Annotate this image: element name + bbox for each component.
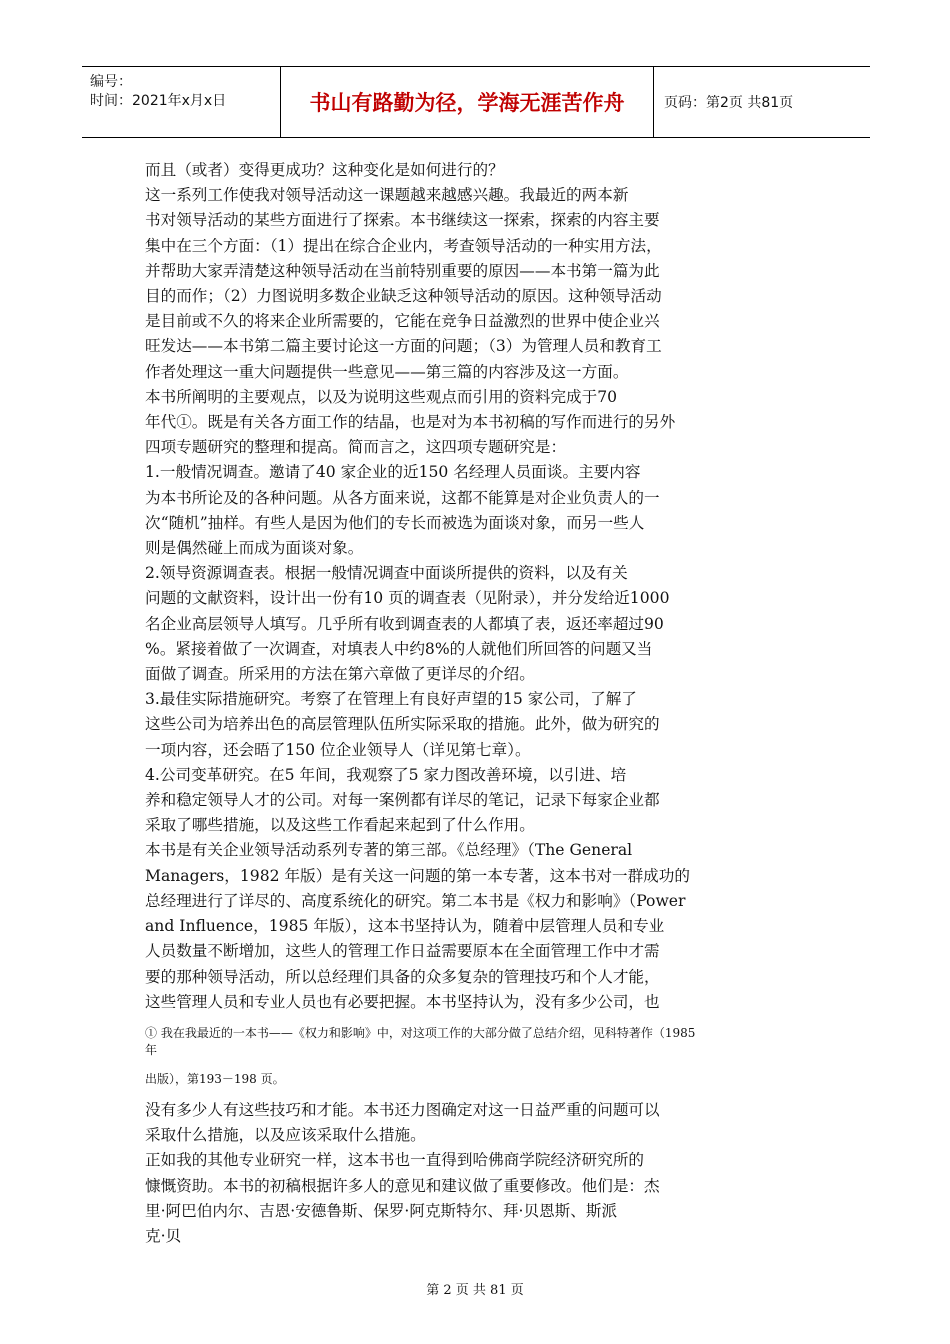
text-line: 正如我的其他专业研究一样，这本书也一直得到哈佛商学院经济研究所的 — [145, 1151, 645, 1170]
text-line: 则是偶然碰上而成为面谈对象。 — [145, 539, 364, 558]
text-line: 问题的文献资料，设计出一份有10 页的调查表（见附录），并分发给近1000 — [145, 589, 670, 608]
time-label: 时间：2021年x月x日 — [90, 93, 227, 109]
text-line: 克·贝 — [145, 1226, 182, 1245]
text-line: 2.领导资源调查表。根据一般情况调查中面谈所提供的资料，以及有关 — [145, 564, 628, 583]
header-page-info: 页码：第2页 共81页 — [664, 95, 794, 111]
text-line: 采取了哪些措施，以及这些工作看起来起到了什么作用。 — [145, 816, 535, 835]
number-label: 编号： — [90, 74, 132, 90]
text-line: 目的而作；（2）力图说明多数企业缺乏这种领导活动的原因。这种领导活动 — [145, 287, 662, 306]
text-line: 总经理进行了详尽的、高度系统化的研究。第二本书是《权力和影响》（Power — [145, 891, 686, 910]
body-text-part2 — [145, 1098, 807, 1249]
text-line: 旺发达——本书第二篇主要讨论这一方面的问题；（3）为管理人员和教育工 — [145, 337, 662, 356]
document-body — [145, 158, 807, 1249]
text-line: 为本书所论及的各种问题。从各方面来说，这都不能算是对企业负责人的一 — [145, 488, 660, 507]
header-motto: 书山有路勤为径，学海无涯苦作舟 — [280, 67, 654, 137]
text-line: 四项专题研究的整理和提高。简而言之，这四项专题研究是： — [145, 438, 567, 457]
text-line: 1.一般情况调查。邀请了40 家企业的近150 名经理人员面谈。主要内容 — [145, 463, 641, 482]
text-line: 是目前或不久的将来企业所需要的，它能在竞争日益激烈的世界中使企业兴 — [145, 312, 660, 331]
text-line: 集中在三个方面：（1）提出在综合企业内，考查领导活动的一种实用方法， — [145, 236, 662, 255]
text-line: 采取什么措施，以及应该采取什么措施。 — [145, 1126, 426, 1145]
text-line: 作者处理这一重大问题提供一些意见——第三篇的内容涉及这一方面。 — [145, 362, 629, 381]
text-line: 慷慨资助。本书的初稿根据许多人的意见和建议做了重要修改。他们是：杰 — [145, 1176, 660, 1195]
text-line: 书对领导活动的某些方面进行了探索。本书继续这一探索，探索的内容主要 — [145, 211, 660, 230]
footnote-line: 年 — [145, 1042, 158, 1057]
text-line: and Influence，1985 年版），这本书坚持认为，随着中层管理人员和专业 — [145, 917, 665, 936]
page-footer: 第 2 页 共 81 页 — [426, 1283, 524, 1298]
text-line: 次“随机”抽样。有些人是因为他们的专长而被选为面谈对象，而另一些人 — [145, 513, 645, 532]
text-line: 本书是有关企业领导活动系列专著的第三部。《总经理》（The General — [145, 841, 633, 860]
text-line: 这些公司为培养出色的高层管理队伍所实际采取的措施。此外，做为研究的 — [145, 715, 660, 734]
text-line: 4.公司变革研究。在5 年间，我观察了5 家力图改善环境，以引进、培 — [145, 765, 627, 784]
footnote-line: ① 我在我最近的一本书——《权力和影响》中，对这项工作的大部分做了总结介绍，见科特著作（1985 — [145, 1025, 696, 1040]
text-line: Managers，1982 年版）是有关这一问题的第一本专著，这本书对一群成功的 — [145, 866, 690, 885]
footnote — [145, 1025, 807, 1088]
text-line: 名企业高层领导人填写。几乎所有收到调查表的人都填了表，返还率超过90 — [145, 614, 664, 633]
text-line: 这一系列工作使我对领导活动这一课题越来越感兴趣。我最近的两本新 — [145, 186, 629, 205]
text-line: 面做了调查。所采用的方法在第六章做了更详尽的介绍。 — [145, 665, 535, 684]
text-line: 没有多少人有这些技巧和才能。本书还力图确定对这一日益严重的问题可以 — [145, 1100, 660, 1119]
text-line: 要的那种领导活动，所以总经理们具备的众多复杂的管理技巧和个人才能， — [145, 967, 660, 986]
page-header — [82, 66, 870, 138]
text-line: 3.最佳实际措施研究。考察了在管理上有良好声望的15 家公司，了解了 — [145, 690, 637, 709]
text-line: 养和稳定领导人才的公司。对每一案例都有详尽的笔记，记录下每家企业都 — [145, 791, 660, 810]
body-text-part1 — [145, 158, 807, 1015]
text-line: 并帮助大家弄清楚这种领导活动在当前特别重要的原因——本书第一篇为此 — [145, 261, 660, 280]
footnote-line: 出版），第193－198 页。 — [145, 1071, 285, 1086]
text-line: 一项内容，还会晤了150 位企业领导人（详见第七章）。 — [145, 740, 531, 759]
text-line: 里·阿巴伯内尔、吉恩·安德鲁斯、保罗·阿克斯特尔、拜·贝恩斯、斯派 — [145, 1201, 618, 1220]
text-line: 人员数量不断增加，这些人的管理工作日益需要原本在全面管理工作中才需 — [145, 942, 660, 961]
text-line: 这些管理人员和专业人员也有必要把握。本书坚持认为，没有多少公司，也 — [145, 992, 660, 1011]
text-line: 而且（或者）变得更成功？这种变化是如何进行的？ — [145, 161, 504, 179]
text-line: 本书所阐明的主要观点，以及为说明这些观点而引用的资料完成于70 — [145, 387, 618, 406]
header-meta — [82, 67, 280, 137]
text-line: 年代①。既是有关各方面工作的结晶，也是对为本书初稿的写作而进行的另外 — [145, 413, 676, 432]
text-line: %。紧接着做了一次调查，对填表人中约8%的人就他们所回答的问题又当 — [145, 639, 653, 658]
